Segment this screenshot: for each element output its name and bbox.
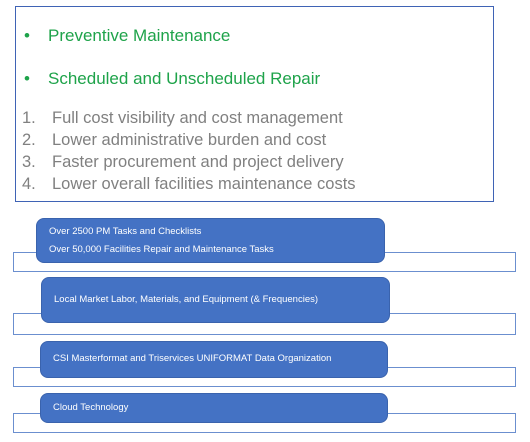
bullet-text: Preventive Maintenance: [48, 26, 231, 45]
bullet-item-repair: [24, 69, 320, 89]
stack-pill-task-library: [36, 218, 385, 263]
pill-text: Local Market Labor, Materials, and Equipment (& Frequencies): [54, 294, 319, 305]
list-item: [22, 107, 356, 129]
list-text: Lower overall facilities maintenance costs: [52, 175, 356, 193]
list-item: [22, 129, 356, 151]
stack-pill-local-market: [41, 277, 390, 323]
list-number: 4.: [22, 175, 36, 193]
list-text: Lower administrative burden and cost: [52, 131, 327, 149]
pill-text: Over 2500 PM Tasks and Checklists: [49, 226, 202, 237]
pill-text: Over 50,000 Facilities Repair and Maintenance Tasks: [49, 244, 274, 255]
benefits-list: [22, 107, 356, 195]
bullet-item-preventive: [24, 26, 230, 46]
stack-pill-cloud: [40, 393, 388, 423]
stack-pill-data-organization: [40, 341, 388, 378]
list-item: [22, 173, 356, 195]
list-number: 2.: [22, 131, 36, 149]
list-text: Full cost visibility and cost management: [52, 109, 343, 127]
list-number: 1.: [22, 109, 36, 127]
list-number: 3.: [22, 153, 36, 171]
list-text: Faster procurement and project delivery: [52, 153, 344, 171]
bullet-text: Scheduled and Unscheduled Repair: [48, 69, 321, 88]
pill-text: CSI Masterformat and Triservices UNIFORMAT Data Organization: [53, 353, 332, 364]
bullet-icon: •: [24, 69, 30, 88]
pill-text: Cloud Technology: [53, 402, 129, 413]
bullet-icon: •: [24, 26, 30, 45]
list-item: [22, 151, 356, 173]
